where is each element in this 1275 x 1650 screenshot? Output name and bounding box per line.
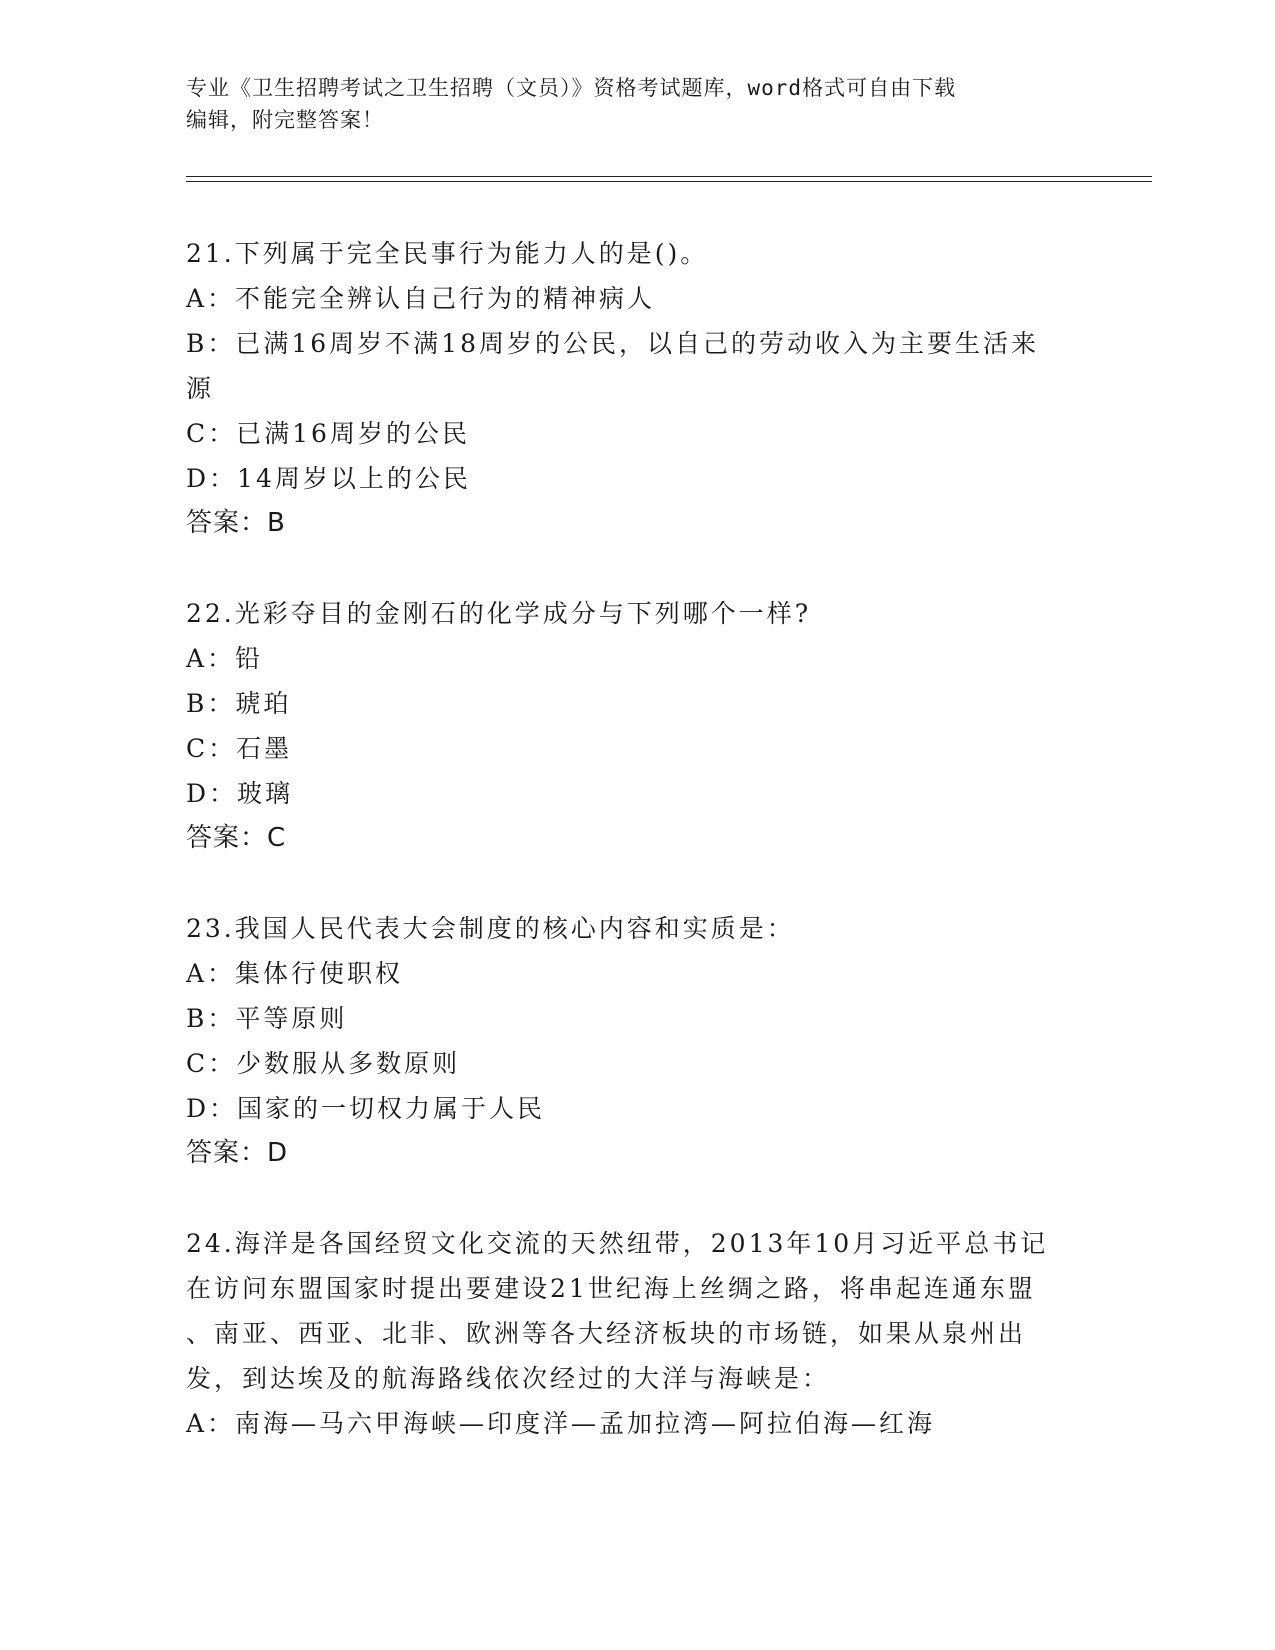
answer: 答案：C xyxy=(186,823,287,853)
header-divider-bottom xyxy=(186,181,1152,182)
question-stem-continued: 在访问东盟国家时提出要建设21世纪海上丝绸之路，将串起连通东盟 xyxy=(186,1274,1036,1303)
question-stem: 21.下列属于完全民事行为能力人的是()。 xyxy=(186,239,709,268)
spacer xyxy=(186,1176,1086,1221)
option-c: C：石墨 xyxy=(186,734,293,763)
option-b: B：平等原则 xyxy=(186,1004,348,1033)
header-line-2: 编辑，附完整答案！ xyxy=(186,108,384,132)
option-b-continued: 源 xyxy=(186,374,215,403)
answer: 答案：D xyxy=(186,1138,289,1168)
question-stem-continued: 、南亚、西亚、北非、欧洲等各大经济板块的市场链，如果从泉州出 xyxy=(186,1319,1027,1348)
question-stem: 23.我国人民代表大会制度的核心内容和实质是： xyxy=(186,914,795,943)
question-stem: 22.光彩夺目的金刚石的化学成分与下列哪个一样? xyxy=(186,599,812,628)
header-divider-top xyxy=(186,176,1152,177)
question-stem-continued: 发，到达埃及的航海路线依次经过的大洋与海峡是： xyxy=(186,1364,831,1393)
question-stem: 24.海洋是各国经贸文化交流的天然纽带，2013年10月习近平总书记 xyxy=(186,1229,1049,1258)
question-list xyxy=(186,231,1086,1446)
document-header xyxy=(186,72,1086,136)
answer: 答案：B xyxy=(186,508,286,538)
option-a: A：南海—马六甲海峡—印度洋—孟加拉湾—阿拉伯海—红海 xyxy=(186,1409,936,1438)
option-a: A：集体行使职权 xyxy=(186,959,404,988)
question-21 xyxy=(186,231,1086,546)
spacer xyxy=(186,546,1086,591)
question-23 xyxy=(186,906,1086,1176)
option-d: D：国家的一切权力属于人民 xyxy=(186,1094,546,1123)
header-line-1: 专业《卫生招聘考试之卫生招聘（文员）》资格考试题库，word格式可自由下载 xyxy=(186,76,957,100)
option-c: C：少数服从多数原则 xyxy=(186,1049,461,1078)
spacer xyxy=(186,861,1086,906)
option-a: A：铅 xyxy=(186,644,264,673)
option-b: B：已满16周岁不满18周岁的公民，以自己的劳动收入为主要生活来 xyxy=(186,329,1039,358)
option-c: C：已满16周岁的公民 xyxy=(186,419,470,448)
question-22 xyxy=(186,591,1086,861)
option-b: B：琥珀 xyxy=(186,689,292,718)
question-24 xyxy=(186,1221,1086,1446)
option-d: D：14周岁以上的公民 xyxy=(186,464,471,493)
option-d: D：玻璃 xyxy=(186,779,294,808)
option-a: A：不能完全辨认自己行为的精神病人 xyxy=(186,284,656,313)
